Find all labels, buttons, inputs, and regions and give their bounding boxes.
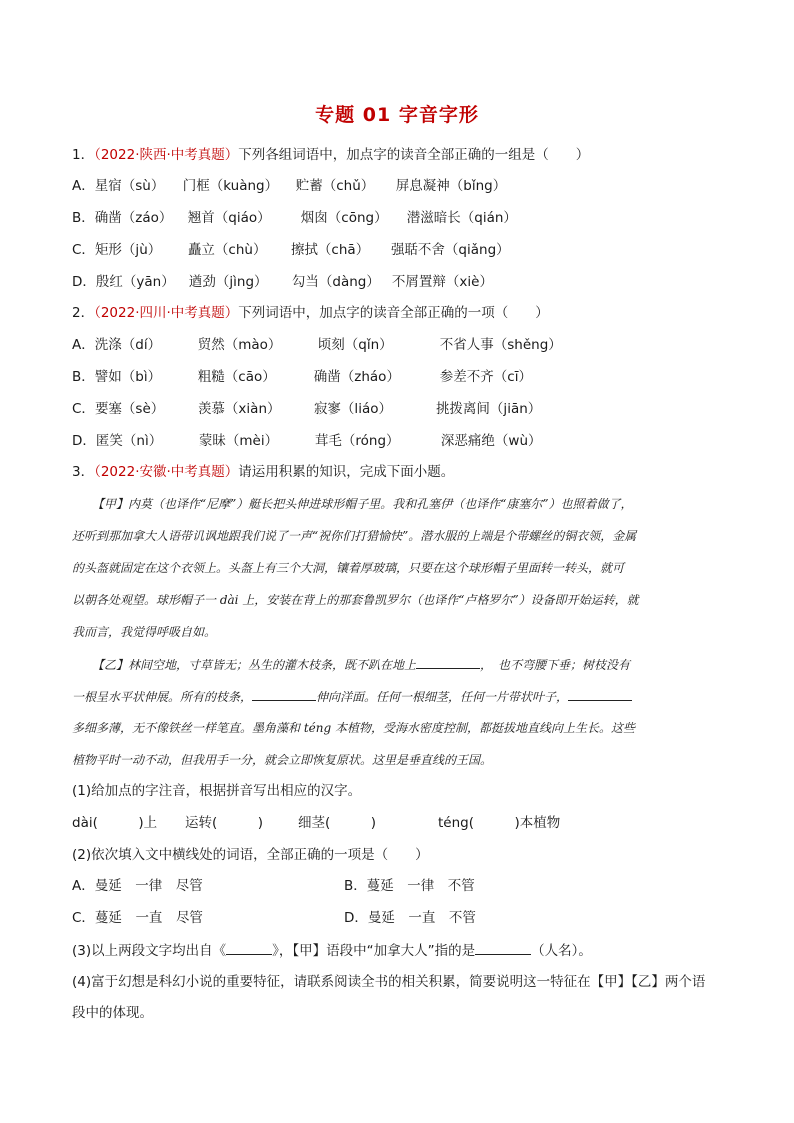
option-word: 蒙昧（mèi） [198,433,279,449]
page-title: 专题 01 字音字形 [315,104,479,126]
question-text: （人名）。 [531,943,592,959]
option-word: 一律 [407,878,435,894]
option-label: D． [72,433,96,449]
option-word: 尽管 [175,878,203,894]
q2-option-d [72,431,542,451]
option-word: 顷刻（qǐn） [317,337,393,353]
option-word: 屏息凝神（bǐng） [395,178,507,194]
option-word: 矗立（chù） [187,242,267,258]
option-label: D． [344,910,368,926]
question-source: （2022·四川·中考真题） [94,305,239,321]
pinyin-item: dài( )上 [72,815,158,831]
passage-yi-line [72,654,724,675]
sub-question-2: (2)依次填入文中横线处的词语，全部正确的一项是（ ） [72,847,429,863]
option-word: 强聒不舍（qiǎng） [390,242,510,258]
question-number: 3． [72,464,95,480]
question-text: 下列各组词语中，加点字的读音全部正确的一组是（ ） [238,147,590,163]
passage-yi-line [72,686,724,707]
fill-blank[interactable] [252,686,316,701]
passage-jia-line: 以朝各处观望。球形帽子一 dài 上，安装在背上的那套鲁凯罗尔（也译作“卢格罗尔”）设备即开始运转，就 [72,593,639,607]
option-word: 确凿（záo） [94,210,173,226]
pinyin-item: 运转( ) [185,815,264,831]
q1-option-b [72,208,517,228]
passage-jia-line: 的头盔就固定在这个衣领上。头盔上有三个大洞，镶着厚玻璃，只要在这个球形帽子里面转一转头，就可 [72,561,625,575]
option-word: 蔓延 [366,878,394,894]
question-1-stem [72,145,589,165]
sub-question-4-cont: 段中的体现。 [72,1005,153,1021]
option-word: 确凿（zháo） [313,369,400,385]
question-text: 下列词语中，加点字的读音全部正确的一项（ ） [238,305,549,321]
pinyin-item: 细茎( ) [298,815,377,831]
q2-option-c [72,399,541,419]
option-label: C． [72,910,95,926]
option-word: 潜滋暗长（qián） [406,210,517,226]
option-label: C． [72,242,95,258]
question-number: 1． [72,147,95,163]
option-word: 曼延 [94,878,122,894]
option-word: 不管 [448,910,476,926]
option-word: 蔓延 [94,910,122,926]
passage-yi-line: 植物平时一动不动，但我用手一分，就会立即恢复原状。这里是垂直线的王国。 [72,753,493,767]
passage-text: ， 也不弯腰下垂；树枝没有 [480,658,631,672]
option-word: 翘首（qiáo） [187,210,271,226]
option-word: 一直 [408,910,436,926]
option-word: 殷红（yān） [95,274,175,290]
option-word: 一直 [135,910,163,926]
passage-text: 伸向洋面。任何一根细茎，任何一片带状叶子， [316,690,569,704]
option-word: 粗糙（cāo） [197,369,276,385]
option-word: 参差不齐（cī） [439,369,532,385]
option-word: 茸毛（róng） [314,433,400,449]
passage-jia-line: 【甲】内莫（也译作“尼摩”）艇长把头伸进球形帽子里。我和孔塞伊（也译作“康塞尔”）也照着做了， [92,497,633,511]
option-word: 洗涤（dí） [94,337,162,353]
option-word: 一律 [135,878,163,894]
option-word: 擦拭（chā） [290,242,370,258]
sub-question-4: (4)富于幻想是科幻小说的重要特征，请联系阅读全书的相关积累，简要说明这一特征在【甲】【乙】两个语 [72,974,706,990]
option-label: A． [72,337,95,353]
question-text: 》，【甲】语段中“加拿大人”指的是 [272,943,476,959]
option-word: 寂寥（liáo） [313,401,392,417]
option-label: A． [72,878,95,894]
option-word: 烟囱（cōng） [300,210,388,226]
q2-option-a [72,335,562,355]
fill-blank[interactable] [475,940,531,955]
option-word: 勾当（dàng） [291,274,380,290]
q1-option-d [72,272,493,292]
question-source: （2022·陕西·中考真题） [94,147,239,163]
option-word: 挑拨离间（jiān） [435,401,542,417]
option-word: 曼延 [367,910,395,926]
option-word: 譬如（bì） [94,369,162,385]
question-2-stem [72,303,549,323]
option-word: 贸然（mào） [197,337,282,353]
sub-question-1-items [72,813,560,833]
question-text: 请运用积累的知识，完成下面小题。 [238,464,455,480]
option-label: D． [72,274,96,290]
option-word: 羡慕（xiàn） [197,401,281,417]
option-word: 门框（kuàng） [182,178,279,194]
option-word: 不屑置辩（xiè） [391,274,493,290]
option-word: 星宿（sù） [94,178,165,194]
option-word: 矩形（jù） [94,242,162,258]
pinyin-item: téng( )本植物 [438,815,561,831]
option-label: B． [72,369,95,385]
option-label: A． [72,178,95,194]
passage-jia-line: 还听到那加拿大人语带讥讽地跟我们说了一声“祝你们打猎愉快”。潜水服的上端是个带螺丝的铜衣领，金属 [72,529,637,543]
sub-question-1: (1)给加点的字注音，根据拼音写出相应的汉字。 [72,783,362,799]
option-label: C． [72,401,95,417]
q2-option-b [72,367,532,387]
sub2-options-row-1 [72,876,475,896]
option-word: 尽管 [175,910,203,926]
passage-yi-line: 多细多薄，无不像铁丝一样笔直。墨角藻和 téng 本植物，受海水密度控制，都挺拔地直线向上生长。这些 [72,721,635,735]
fill-blank[interactable] [568,686,632,701]
option-word: 匿笑（nì） [95,433,163,449]
q1-option-c [72,240,510,260]
option-word: 贮蓄（chǔ） [295,178,375,194]
question-3-stem [72,462,454,482]
option-word: 要塞（sè） [94,401,165,417]
option-word: 遒劲（jìng） [188,274,268,290]
option-label: B． [72,210,95,226]
option-word: 不管 [447,878,475,894]
passage-jia-line: 我而言，我觉得呼吸自如。 [72,625,217,639]
passage-text: 【乙】林间空地，寸草皆无；丛生的灌木枝条，既不趴在地上 [92,658,417,672]
fill-blank[interactable] [226,940,272,955]
option-label: B． [344,878,367,894]
question-number: 2． [72,305,95,321]
option-word: 不省人事（shěng） [439,337,562,353]
sub-question-3 [72,940,592,961]
passage-text: 一根呈水平状伸展。所有的枝条， [72,690,253,704]
sub2-options-row-2 [72,908,476,928]
fill-blank[interactable] [416,654,480,669]
option-word: 深恶痛绝（wù） [440,433,542,449]
question-text: (3)以上两段文字均出自《 [72,943,227,959]
q1-option-a [72,176,506,196]
question-source: （2022·安徽·中考真题） [94,464,239,480]
